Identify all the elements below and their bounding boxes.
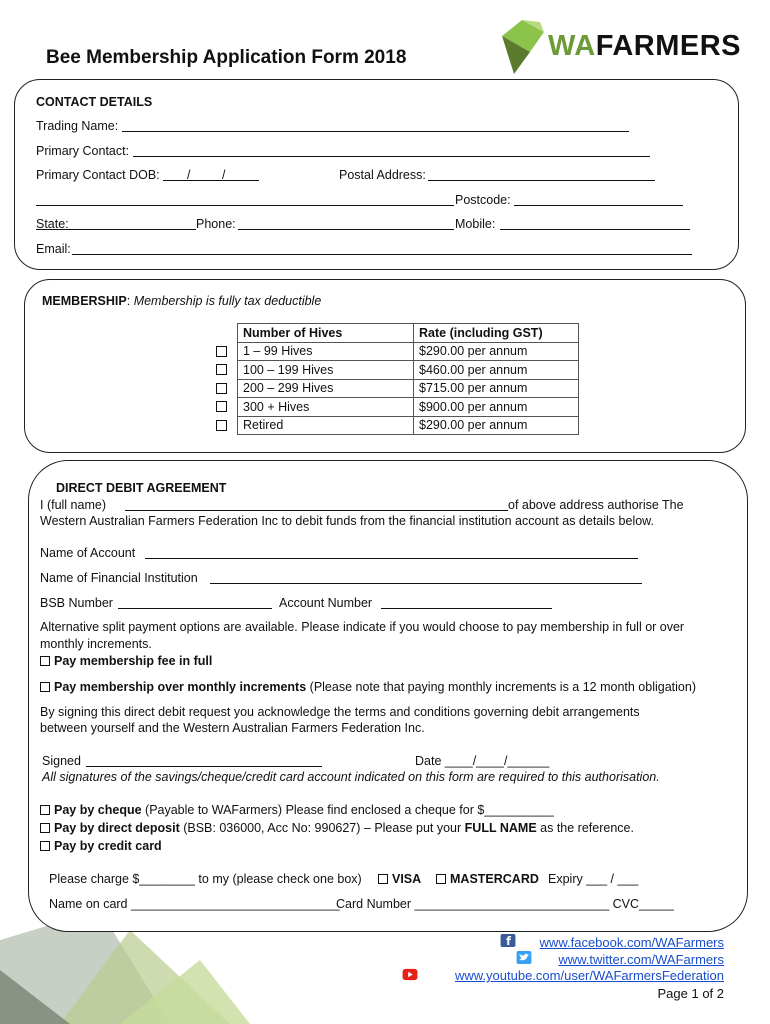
bsb-field[interactable] bbox=[118, 608, 272, 609]
postcode-label: Postcode: bbox=[455, 193, 511, 207]
youtube-icon bbox=[402, 968, 418, 981]
full-name-field[interactable] bbox=[125, 510, 508, 511]
pay-cheque-checkbox[interactable] bbox=[40, 805, 50, 815]
table-row bbox=[238, 416, 579, 435]
direct-debit-section bbox=[28, 460, 748, 932]
phone-field[interactable] bbox=[238, 229, 454, 230]
rate-cell: $290.00 per annum bbox=[414, 416, 579, 435]
account-number-field[interactable] bbox=[381, 608, 552, 609]
primary-contact-field[interactable] bbox=[133, 156, 650, 157]
signing-text-2: between yourself and the Western Australian Farmers Federation Inc. bbox=[40, 721, 425, 735]
pay-full-option[interactable]: Pay membership fee in full bbox=[40, 654, 212, 668]
institution-label: Name of Financial Institution bbox=[40, 571, 198, 585]
rate-cell: $900.00 per annum bbox=[414, 398, 579, 417]
membership-checkbox-retired[interactable] bbox=[216, 420, 227, 431]
pay-credit-checkbox[interactable] bbox=[40, 841, 50, 851]
rate-cell: $460.00 per annum bbox=[414, 361, 579, 380]
trading-name-field[interactable] bbox=[122, 131, 629, 132]
contact-heading: CONTACT DETAILS bbox=[36, 95, 153, 109]
logo-leaf-icon bbox=[500, 18, 548, 76]
debit-heading: DIRECT DEBIT AGREEMENT bbox=[56, 481, 227, 495]
hives-cell: 100 – 199 Hives bbox=[238, 361, 414, 380]
account-name-field[interactable] bbox=[145, 558, 638, 559]
hives-cell: 200 – 299 Hives bbox=[238, 379, 414, 398]
signed-label: Signed bbox=[42, 754, 81, 768]
mobile-field[interactable] bbox=[500, 229, 690, 230]
svg-text:f: f bbox=[506, 935, 511, 947]
account-number-label: Account Number bbox=[279, 596, 373, 610]
hives-cell: 1 – 99 Hives bbox=[238, 342, 414, 361]
pay-credit-option[interactable]: Pay by credit card bbox=[40, 839, 162, 853]
page-title: Bee Membership Application Form 2018 bbox=[46, 47, 407, 68]
hives-cell: Retired bbox=[238, 416, 414, 435]
facebook-icon bbox=[500, 934, 516, 947]
twitter-icon bbox=[516, 951, 532, 964]
postal-address-line2[interactable] bbox=[36, 205, 454, 206]
youtube-link[interactable]: www.youtube.com/user/WAFarmersFederation bbox=[454, 968, 724, 983]
wafarmers-logo bbox=[500, 18, 742, 76]
pay-cheque-option[interactable]: Pay by cheque (Payable to WAFarmers) Please find enclosed a cheque for $__________ bbox=[40, 803, 554, 817]
pay-full-checkbox[interactable] bbox=[40, 656, 50, 666]
hives-column-header: Number of Hives bbox=[238, 324, 414, 343]
page-number: Page 1 of 2 bbox=[657, 986, 724, 1001]
visa-checkbox[interactable] bbox=[378, 874, 388, 884]
card-number-field[interactable]: Card Number ____________________________ CVC_____ bbox=[336, 897, 674, 911]
signature-field[interactable] bbox=[86, 766, 322, 767]
name-on-card-field[interactable]: Name on card ______________________________ bbox=[49, 897, 340, 911]
pay-deposit-option[interactable]: Pay by direct deposit (BSB: 036000, Acc No: 990627) – Please put your FULL NAME as the reference. bbox=[40, 821, 634, 835]
membership-checkbox-1-99[interactable] bbox=[216, 346, 227, 357]
table-header-row bbox=[238, 324, 579, 343]
date-label: Date ____/____/______ bbox=[415, 754, 550, 768]
membership-heading: MEMBERSHIP: Membership is fully tax deductible bbox=[42, 294, 322, 308]
alt-payment-text: Alternative split payment options are available. Please indicate if you would choose to pay membership in full or over bbox=[40, 620, 685, 634]
membership-checkbox-200-299[interactable] bbox=[216, 383, 227, 394]
alt-payment-text-2: monthly increments. bbox=[40, 637, 152, 651]
account-name-label: Name of Account bbox=[40, 546, 136, 560]
primary-contact-label: Primary Contact: bbox=[36, 144, 130, 158]
mastercard-checkbox[interactable] bbox=[436, 874, 446, 884]
dob-label: Primary Contact DOB: bbox=[36, 168, 160, 182]
email-field[interactable] bbox=[72, 254, 692, 255]
postal-address-label: Postal Address: bbox=[339, 168, 426, 182]
table-row bbox=[238, 361, 579, 380]
table-row bbox=[238, 398, 579, 417]
table-row bbox=[238, 379, 579, 398]
pay-deposit-checkbox[interactable] bbox=[40, 823, 50, 833]
logo-text: WAFARMERS bbox=[548, 30, 742, 62]
dob-slash-1: / bbox=[187, 168, 191, 182]
pay-monthly-option[interactable]: Pay membership over monthly increments (Please note that paying monthly increments is a 12 month obligation) bbox=[40, 680, 696, 694]
trading-name-label: Trading Name: bbox=[36, 119, 119, 133]
membership-checkbox-100-199[interactable] bbox=[216, 364, 227, 375]
charge-text: Please charge $________ to my (please check one box) bbox=[49, 872, 362, 886]
twitter-link[interactable]: www.twitter.com/WAFarmers bbox=[558, 952, 724, 967]
full-name-label: I (full name) bbox=[40, 498, 106, 512]
phone-label: Phone: bbox=[196, 217, 236, 231]
rate-cell: $290.00 per annum bbox=[414, 342, 579, 361]
postal-address-field[interactable] bbox=[428, 180, 655, 181]
expiry-field[interactable]: Expiry ___ / ___ bbox=[548, 872, 639, 886]
institution-field[interactable] bbox=[210, 583, 642, 584]
state-field[interactable] bbox=[36, 229, 196, 230]
mobile-label: Mobile: bbox=[455, 217, 496, 231]
state-label: State: bbox=[36, 217, 69, 231]
mastercard-option[interactable]: MASTERCARD bbox=[436, 872, 539, 886]
signature-note: All signatures of the savings/cheque/credit card account indicated on this form are required to this authorisation. bbox=[42, 770, 660, 784]
membership-rates-table bbox=[237, 323, 579, 435]
authorise-text-2: Western Australian Farmers Federation Inc to debit funds from the financial institution account as details below. bbox=[40, 514, 654, 528]
membership-checkbox-300-plus[interactable] bbox=[216, 401, 227, 412]
date-field[interactable]: ____/____/______ bbox=[444, 754, 550, 768]
bsb-label: BSB Number bbox=[40, 596, 113, 610]
signing-text: By signing this direct debit request you acknowledge the terms and conditions governing debit arrangements bbox=[40, 705, 640, 719]
facebook-link[interactable]: www.facebook.com/WAFarmers bbox=[539, 935, 724, 950]
pay-monthly-checkbox[interactable] bbox=[40, 682, 50, 692]
dob-field[interactable] bbox=[163, 180, 259, 181]
rate-column-header: Rate (including GST) bbox=[414, 324, 579, 343]
rate-cell: $715.00 per annum bbox=[414, 379, 579, 398]
visa-option[interactable]: VISA bbox=[378, 872, 421, 886]
authorise-text: of above address authorise The bbox=[508, 498, 684, 512]
postcode-field[interactable] bbox=[514, 205, 683, 206]
email-label: Email: bbox=[36, 242, 71, 256]
table-row bbox=[238, 342, 579, 361]
dob-slash-2: / bbox=[222, 168, 226, 182]
hives-cell: 300 + Hives bbox=[238, 398, 414, 417]
